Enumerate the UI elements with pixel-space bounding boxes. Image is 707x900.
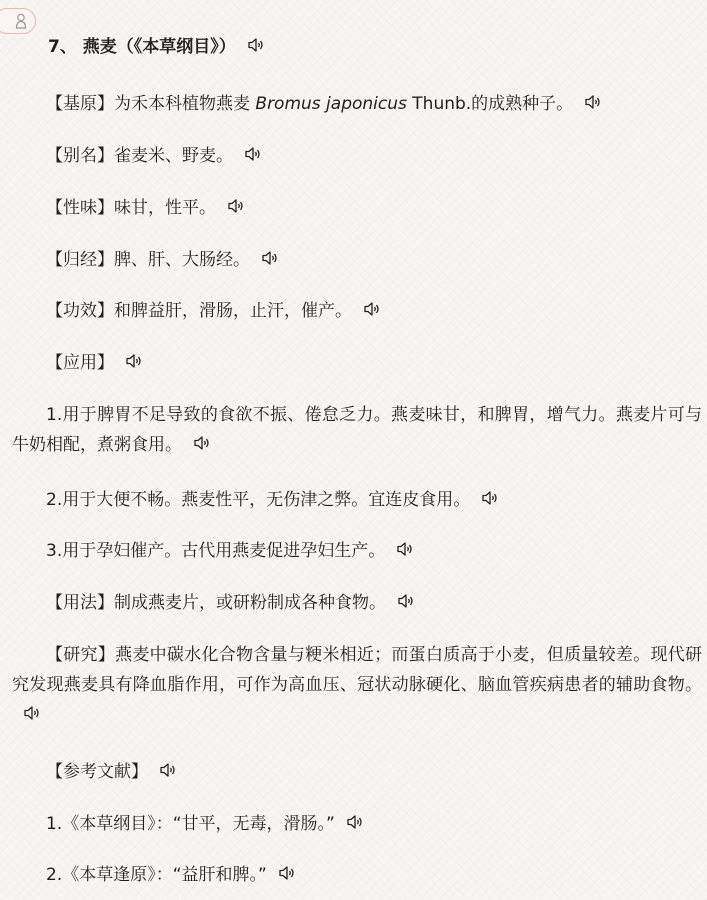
section-yanjiu xyxy=(12,640,702,730)
section-label: 【性味】 xyxy=(46,198,114,218)
section-label: 【研究】 xyxy=(46,645,116,665)
section-cankao xyxy=(46,757,177,787)
person-icon xyxy=(15,13,27,29)
speaker-icon[interactable] xyxy=(364,302,381,316)
page-title xyxy=(48,32,265,62)
section-label: 【参考文献】 xyxy=(46,762,148,782)
section-label: 【应用】 xyxy=(46,353,114,373)
section-text: 雀麦米、野麦。 xyxy=(114,146,233,166)
speaker-icon[interactable] xyxy=(24,706,41,720)
section-text: 味甘，性平。 xyxy=(114,198,216,218)
use-text: 3.用于孕妇催产。古代用燕麦促进孕妇生产。 xyxy=(46,541,386,561)
use-item-2 xyxy=(46,485,499,515)
section-xingwei xyxy=(46,193,245,223)
section-text: 和脾益肝，滑肠，止汗，催产。 xyxy=(114,301,352,321)
reference-item-2 xyxy=(46,860,296,890)
use-item-1 xyxy=(12,400,702,460)
corner-badge[interactable] xyxy=(0,8,36,34)
use-text: 2.用于大便不畅。燕麦性平，无伤津之弊。宜连皮食用。 xyxy=(46,490,471,510)
section-label: 【别名】 xyxy=(46,146,114,166)
section-jiyuan xyxy=(46,89,602,119)
section-text: 为禾本科植物燕麦 xyxy=(114,94,256,114)
section-label: 【基原】 xyxy=(46,94,114,114)
latin-name: Bromus japonicus xyxy=(255,94,407,114)
speaker-icon[interactable] xyxy=(397,542,414,556)
speaker-icon[interactable] xyxy=(262,251,279,265)
reference-text: 1.《本草纲目》：“甘平，无毒，滑肠。” xyxy=(46,814,335,834)
speaker-icon[interactable] xyxy=(279,866,296,880)
reference-item-1 xyxy=(46,809,364,839)
speaker-icon[interactable] xyxy=(194,436,211,450)
speaker-icon[interactable] xyxy=(248,38,265,52)
speaker-icon[interactable] xyxy=(245,147,262,161)
use-text: 1.用于脾胃不足导致的食欲不振、倦怠乏力。燕麦味甘，和脾胃，增气力。燕麦片可与牛奶相配，煮粥食用。 xyxy=(12,405,702,455)
reference-text: 2.《本草逢原》：“益肝和脾。” xyxy=(46,865,267,885)
speaker-icon[interactable] xyxy=(160,763,177,777)
section-text-tail: Thunb.的成熟种子。 xyxy=(406,94,574,114)
section-gongxiao xyxy=(46,296,381,326)
section-text: 脾、肝、大肠经。 xyxy=(114,250,250,270)
use-item-3 xyxy=(46,536,414,566)
section-guijing xyxy=(46,245,279,275)
section-label: 【用法】 xyxy=(46,593,114,613)
speaker-icon[interactable] xyxy=(126,354,143,368)
section-text: 制成燕麦片，或研粉制成各种食物。 xyxy=(114,593,386,613)
section-yongfa xyxy=(46,588,415,618)
speaker-icon[interactable] xyxy=(228,199,245,213)
section-text: 燕麦中碳水化合物含量与粳米相近；而蛋白质高于小麦，但质量较差。现代研究发现燕麦具有降血脂作用，可作为高血压、冠状动脉硬化、脑血管疾病患者的辅助食物。 xyxy=(12,645,703,695)
section-label: 【功效】 xyxy=(46,301,114,321)
title-text: 7、 燕麦（《本草纲目》） xyxy=(48,37,236,57)
section-yingyong xyxy=(46,348,143,378)
speaker-icon[interactable] xyxy=(347,815,364,829)
speaker-icon[interactable] xyxy=(482,491,499,505)
section-label: 【归经】 xyxy=(46,250,114,270)
section-bieming xyxy=(46,141,262,171)
speaker-icon[interactable] xyxy=(398,594,415,608)
speaker-icon[interactable] xyxy=(585,95,602,109)
